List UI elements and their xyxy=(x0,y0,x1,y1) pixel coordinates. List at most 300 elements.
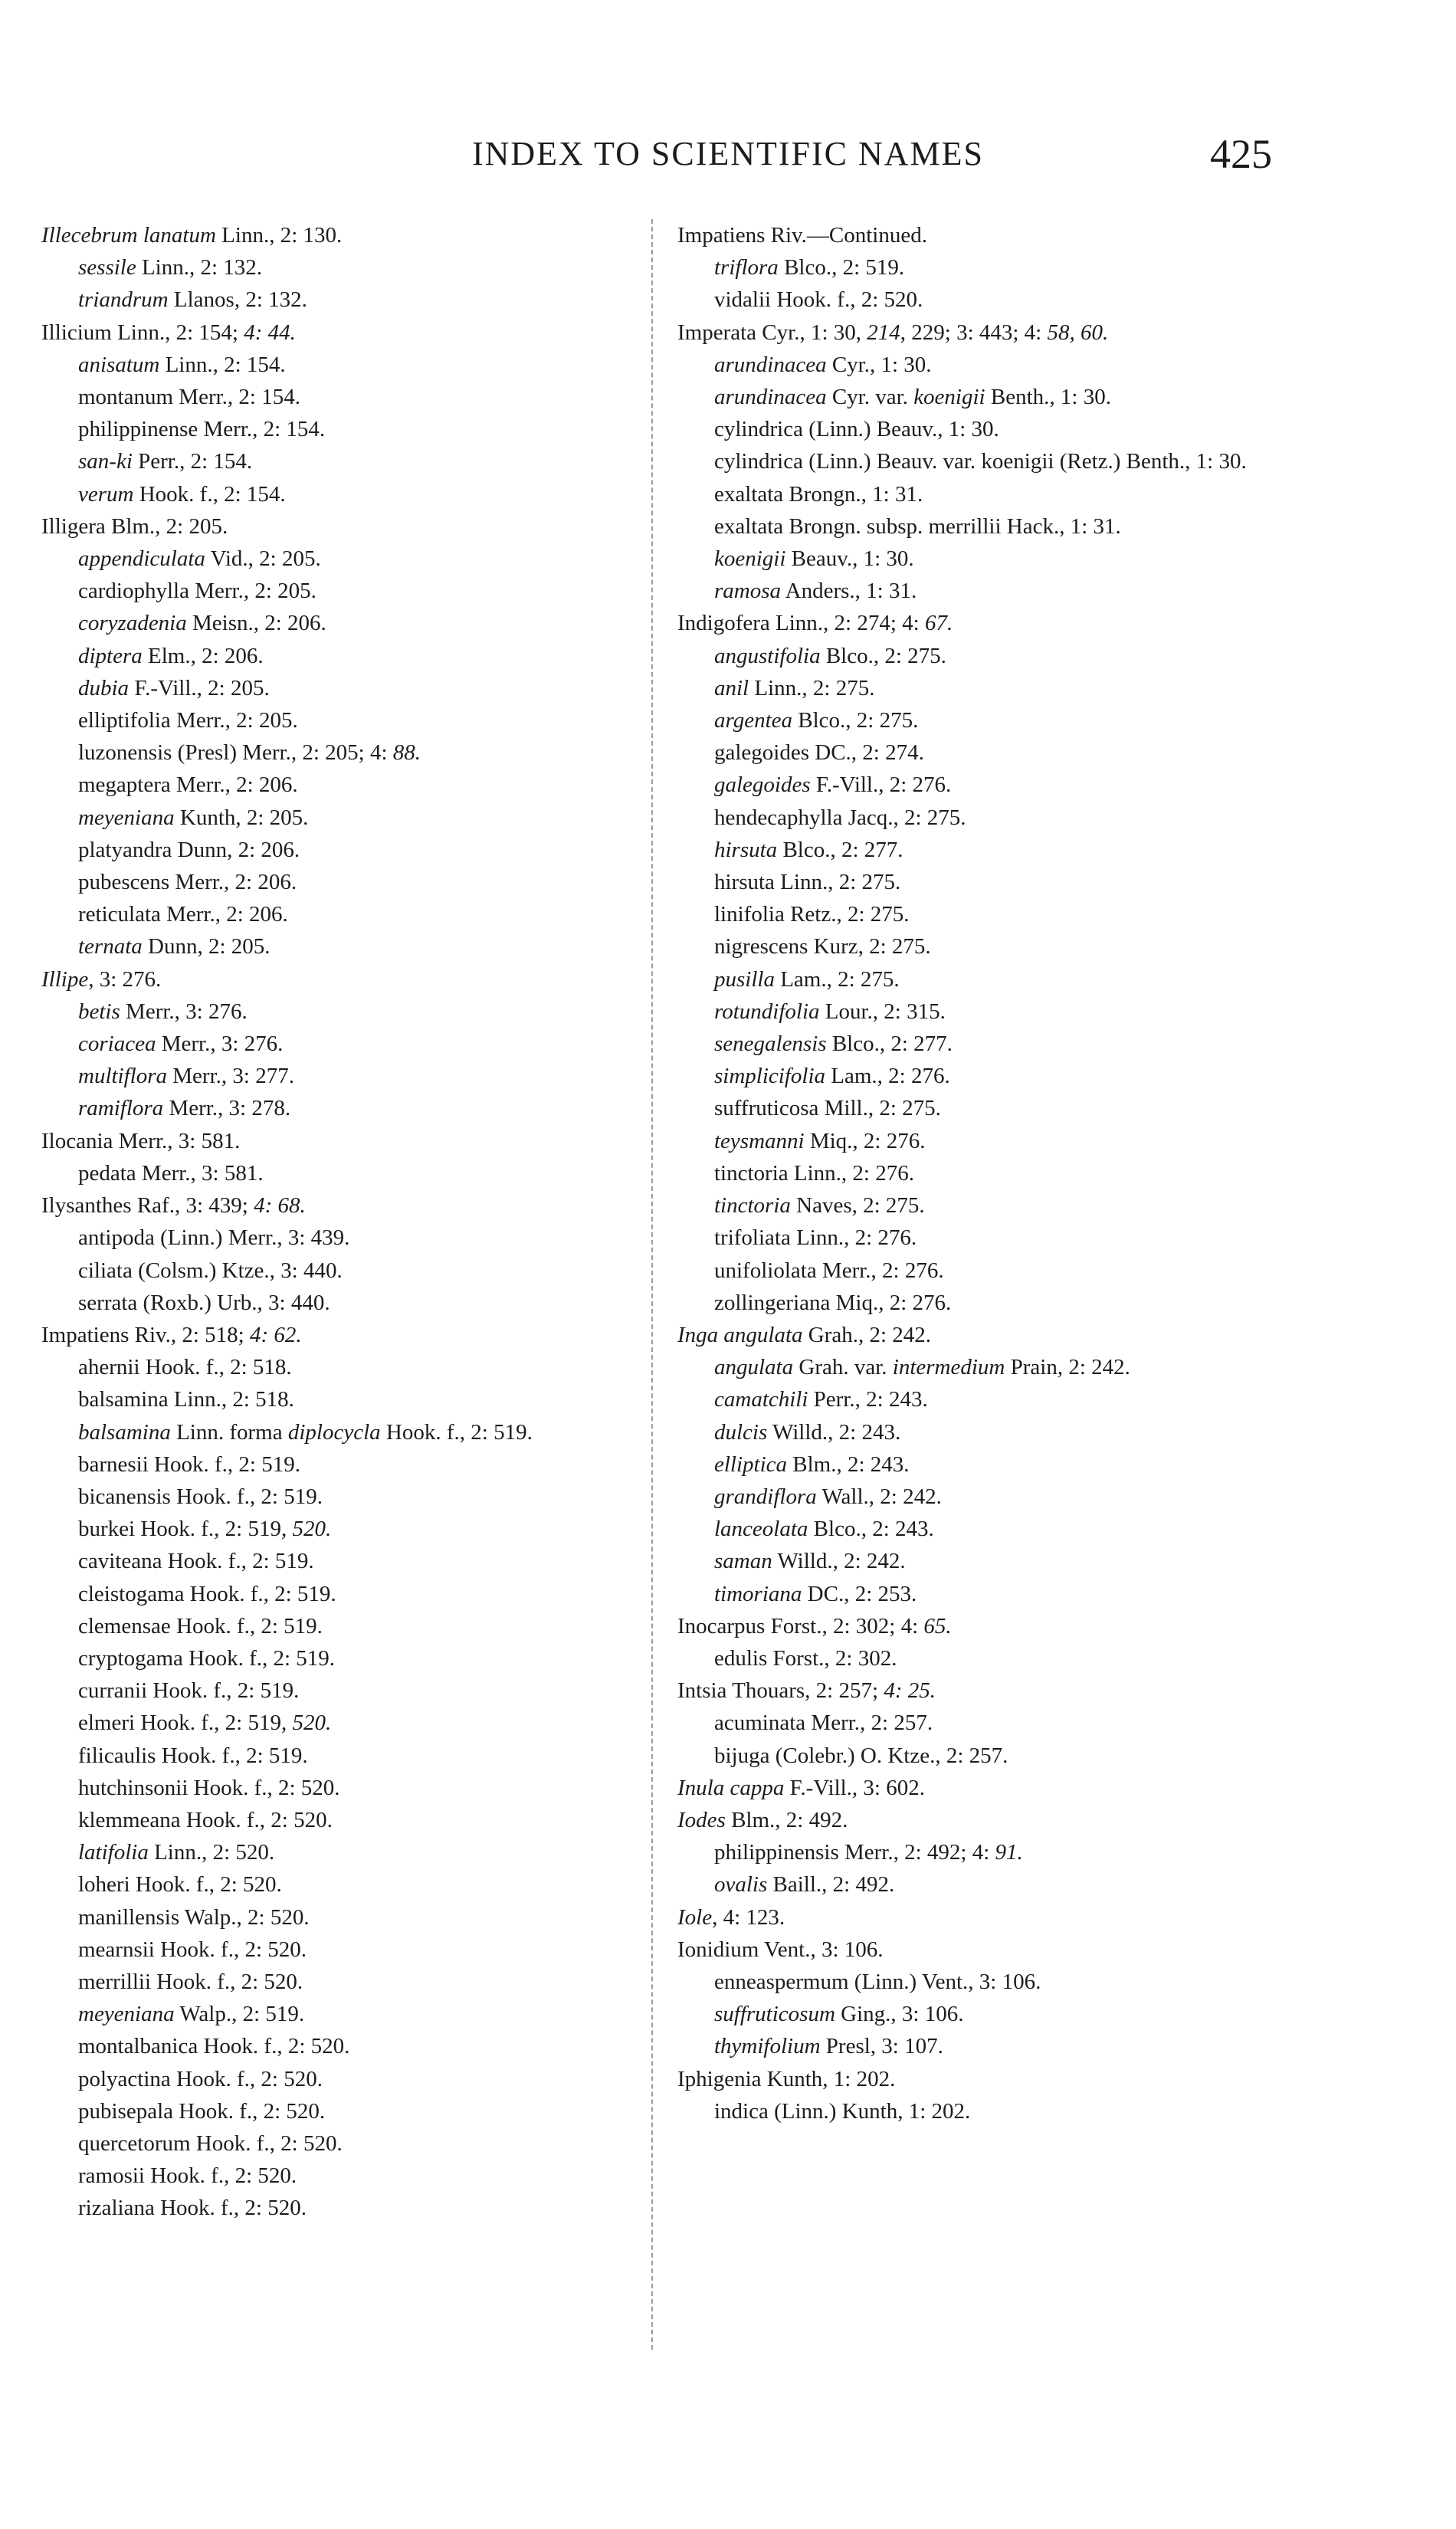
entry-text: klemmeana Hook. f., 2: 520. xyxy=(78,1807,333,1832)
index-column-right xyxy=(677,219,1306,2127)
index-entry-genus xyxy=(677,1610,1306,1642)
entry-text-italic: verum xyxy=(78,481,134,507)
entry-text-italic: 214 xyxy=(867,320,900,345)
entry-text-italic: diplocycla xyxy=(287,1419,381,1445)
page-number: 425 xyxy=(1210,131,1272,177)
entry-text-italic: appendiculata xyxy=(78,546,205,572)
index-entry-species xyxy=(677,1481,1306,1513)
entry-text: galegoides DC., 2: 274. xyxy=(714,740,924,766)
index-entry-species xyxy=(41,1642,647,1675)
entry-text: Cyr., 1: 30. xyxy=(826,352,932,377)
entry-text: Merr., 3: 276. xyxy=(156,1032,284,1057)
entry-text: exaltata Brongn. subsp. merrillii Hack., 1: 31. xyxy=(714,513,1121,539)
index-entry-species xyxy=(677,704,1306,736)
index-entry-species xyxy=(677,736,1306,769)
entry-text: Blco., 2: 519. xyxy=(778,255,905,280)
entry-text: pubisepala Hook. f., 2: 520. xyxy=(78,2098,326,2124)
index-entry-genus xyxy=(677,607,1306,639)
entry-text: bijuga (Colebr.) O. Ktze., 2: 257. xyxy=(714,1743,1008,1768)
entry-text: antipoda (Linn.) Merr., 3: 439. xyxy=(78,1225,350,1251)
entry-text-italic: betis xyxy=(78,999,120,1024)
index-entry-species xyxy=(41,2127,647,2160)
entry-text-italic: arundinacea xyxy=(714,352,827,377)
index-entry-species xyxy=(677,381,1306,413)
index-entry-species xyxy=(41,2063,647,2095)
entry-text: Merr., 3: 278. xyxy=(163,1096,291,1121)
index-entry-genus xyxy=(41,219,647,251)
entry-text: cleistogama Hook. f., 2: 519. xyxy=(78,1581,336,1606)
entry-text: acuminata Merr., 2: 257. xyxy=(714,1711,933,1736)
entry-text-italic: 520. xyxy=(292,1711,332,1736)
entry-text-italic: lanceolata xyxy=(714,1517,808,1542)
index-entry-species xyxy=(677,1351,1306,1383)
entry-text: philippinensis Merr., 2: 492; 4: xyxy=(714,1840,995,1865)
index-entry-species xyxy=(41,1868,647,1901)
entry-text-italic: Iodes xyxy=(677,1807,726,1832)
entry-text: montalbanica Hook. f., 2: 520. xyxy=(78,2034,350,2059)
index-entry-species xyxy=(677,1287,1306,1319)
index-entry-genus xyxy=(677,1804,1306,1836)
index-entry-species xyxy=(41,1060,647,1092)
index-entry-genus xyxy=(677,2063,1306,2095)
column-divider xyxy=(651,219,653,2350)
index-entry-species xyxy=(677,1028,1306,1060)
entry-text-italic: Illipe xyxy=(41,966,89,992)
index-entry-species xyxy=(41,1836,647,1868)
entry-text: cryptogama Hook. f., 2: 519. xyxy=(78,1645,336,1671)
entry-text-italic: thymifolium xyxy=(714,2034,821,2059)
index-entry-species xyxy=(41,1157,647,1189)
index-entry-species xyxy=(41,284,647,316)
entry-text: Beauv., 1: 30. xyxy=(785,546,914,572)
index-entry-species xyxy=(677,2095,1306,2127)
index-entry-species xyxy=(41,1383,647,1415)
entry-text: elmeri Hook. f., 2: 519, xyxy=(78,1711,293,1736)
entry-text-italic: galegoides xyxy=(714,772,811,798)
index-entry-species xyxy=(41,1707,647,1739)
entry-text-italic: teysmanni xyxy=(714,1128,805,1153)
entry-text-italic: ternata xyxy=(78,934,143,959)
index-entry-species xyxy=(677,1383,1306,1415)
index-entry-species xyxy=(677,834,1306,866)
entry-text: Ilocania Merr., 3: 581. xyxy=(41,1128,241,1153)
entry-text-italic: camatchili xyxy=(714,1387,808,1412)
index-entry-species xyxy=(41,930,647,963)
entry-text: luzonensis (Presl) Merr., 2: 205; 4: xyxy=(78,740,393,766)
entry-text: cylindrica (Linn.) Beauv., 1: 30. xyxy=(714,417,999,442)
entry-text: barnesii Hook. f., 2: 519. xyxy=(78,1451,300,1477)
entry-text-italic: rotundifolia xyxy=(714,999,820,1024)
entry-text-italic: coryzadenia xyxy=(78,611,187,636)
index-column-left xyxy=(41,219,647,2225)
index-entry-species xyxy=(41,640,647,672)
entry-text-italic: san-ki xyxy=(78,449,133,474)
entry-text: Walp., 2: 519. xyxy=(174,2002,305,2027)
index-entry-genus xyxy=(41,510,647,543)
entry-text: philippinense Merr., 2: 154. xyxy=(78,417,326,442)
index-entry-species xyxy=(41,445,647,477)
index-entry-species xyxy=(41,1092,647,1124)
entry-text-italic: 91. xyxy=(995,1840,1023,1865)
index-entry-species xyxy=(41,413,647,445)
entry-text: Ionidium Vent., 3: 106. xyxy=(677,1937,884,1962)
entry-text: curranii Hook. f., 2: 519. xyxy=(78,1678,300,1704)
entry-text-italic: saman xyxy=(714,1549,772,1574)
index-entry-species xyxy=(677,963,1306,996)
index-entry-species xyxy=(677,1448,1306,1481)
entry-text: , 4: 123. xyxy=(712,1904,785,1930)
index-entry-species xyxy=(677,640,1306,672)
entry-text: Blco., 2: 277. xyxy=(777,837,903,862)
entry-text-italic: coriacea xyxy=(78,1032,156,1057)
entry-text: Linn., 2: 154. xyxy=(159,352,286,377)
entry-text-italic: triandrum xyxy=(78,287,169,313)
index-entry-species xyxy=(41,1416,647,1448)
entry-text-italic: tinctoria xyxy=(714,1193,791,1219)
entry-text: , 229; 3: 443; 4: xyxy=(900,320,1048,345)
entry-text: Linn., 2: 132. xyxy=(136,255,263,280)
index-entry-species xyxy=(41,1351,647,1383)
index-entry-species xyxy=(41,1804,647,1836)
entry-text-italic: 4: 62. xyxy=(250,1322,302,1347)
index-entry-species xyxy=(41,1966,647,1998)
index-entry-species xyxy=(677,1707,1306,1739)
index-entry-species xyxy=(677,1189,1306,1222)
entry-text: Blco., 2: 243. xyxy=(808,1517,934,1542)
entry-text: balsamina Linn., 2: 518. xyxy=(78,1387,294,1412)
entry-text: Perr., 2: 243. xyxy=(808,1387,928,1412)
entry-text: , 3: 276. xyxy=(88,966,162,992)
index-entry-species xyxy=(677,284,1306,316)
index-entry-species xyxy=(41,1934,647,1966)
index-entry-species xyxy=(677,575,1306,607)
entry-text: indica (Linn.) Kunth, 1: 202. xyxy=(714,2098,971,2124)
entry-text: Linn., 2: 130. xyxy=(215,223,343,248)
entry-text-italic: sessile xyxy=(78,255,136,280)
entry-text: F.-Vill., 3: 602. xyxy=(784,1775,925,1800)
entry-text: ciliata (Colsm.) Ktze., 3: 440. xyxy=(78,1258,343,1283)
index-entry-species xyxy=(41,478,647,510)
index-entry-species xyxy=(41,1448,647,1481)
entry-text-italic: balsamina xyxy=(78,1419,171,1445)
entry-text-italic: meyeniana xyxy=(78,2002,175,2027)
entry-text: Iphigenia Kunth, 1: 202. xyxy=(677,2066,896,2091)
index-entry-species xyxy=(677,1255,1306,1287)
entry-text: ramosii Hook. f., 2: 520. xyxy=(78,2163,297,2189)
entry-text: bicanensis Hook. f., 2: 519. xyxy=(78,1484,323,1509)
index-entry-species xyxy=(677,866,1306,898)
entry-text-italic: senegalensis xyxy=(714,1032,827,1057)
index-entry-species xyxy=(41,996,647,1028)
entry-text: nigrescens Kurz, 2: 275. xyxy=(714,934,931,959)
entry-text: quercetorum Hook. f., 2: 520. xyxy=(78,2130,343,2156)
entry-text: Perr., 2: 154. xyxy=(132,449,253,474)
index-entry-genus xyxy=(41,1189,647,1222)
entry-text: Illicium Linn., 2: 154; xyxy=(41,320,244,345)
index-entry-genus xyxy=(677,317,1306,349)
entry-text-italic: argentea xyxy=(714,708,793,733)
index-entry-species xyxy=(677,251,1306,284)
entry-text-italic: dubia xyxy=(78,675,130,700)
index-entry-species xyxy=(41,543,647,575)
index-entry-species xyxy=(677,802,1306,834)
index-entry-species xyxy=(41,1901,647,1934)
index-entry-genus xyxy=(41,1125,647,1157)
index-entry-species xyxy=(41,704,647,736)
entry-text: Lam., 2: 276. xyxy=(825,1064,950,1089)
index-entry-species xyxy=(41,1545,647,1577)
entry-text-italic: diptera xyxy=(78,643,143,668)
index-entry-species xyxy=(41,2095,647,2127)
index-entry-genus xyxy=(677,1934,1306,1966)
entry-text-italic: 88. xyxy=(392,740,421,766)
entry-text: burkei Hook. f., 2: 519, xyxy=(78,1517,293,1542)
index-entry-species xyxy=(41,607,647,639)
entry-text-italic: Iole xyxy=(677,1904,713,1930)
entry-text: Prain, 2: 242. xyxy=(1005,1355,1130,1380)
index-entry-species xyxy=(41,1998,647,2030)
entry-text: Dunn, 2: 205. xyxy=(142,934,271,959)
entry-text-italic: Inga angulata xyxy=(677,1322,803,1347)
index-entry-genus xyxy=(41,963,647,996)
entry-text-italic: suffruticosum xyxy=(714,2002,835,2027)
index-entry-species xyxy=(677,1125,1306,1157)
index-entry-species xyxy=(41,2192,647,2224)
entry-text-italic: 67. xyxy=(924,611,953,636)
entry-text-italic: grandiflora xyxy=(714,1484,817,1509)
index-entry-species xyxy=(41,381,647,413)
entry-text: Impatiens Riv.—Continued. xyxy=(677,223,927,248)
entry-text-italic: 4: 25. xyxy=(884,1678,936,1704)
index-entry-species xyxy=(41,1513,647,1545)
index-entry-species xyxy=(41,866,647,898)
entry-text: Blco., 2: 275. xyxy=(792,708,919,733)
entry-text: suffruticosa Mill., 2: 275. xyxy=(714,1096,941,1121)
entry-text: Hook. f., 2: 154. xyxy=(133,481,286,507)
index-entry-species xyxy=(677,769,1306,801)
entry-text: F.-Vill., 2: 276. xyxy=(810,772,952,798)
entry-text: Linn., 2: 520. xyxy=(148,1840,275,1865)
index-entry-species xyxy=(41,1287,647,1319)
entry-text: caviteana Hook. f., 2: 519. xyxy=(78,1549,314,1574)
index-entry-species xyxy=(677,1868,1306,1901)
entry-text-italic: meyeniana xyxy=(78,805,175,830)
page-title: INDEX TO SCIENTIFIC NAMES xyxy=(471,135,985,172)
entry-text: hirsuta Linn., 2: 275. xyxy=(714,870,901,895)
entry-text-italic: simplicifolia xyxy=(714,1064,825,1089)
entry-text: ahernii Hook. f., 2: 518. xyxy=(78,1355,292,1380)
entry-text: Blm., 2: 243. xyxy=(787,1451,910,1477)
entry-text: Elm., 2: 206. xyxy=(142,643,264,668)
index-entry-species xyxy=(677,1578,1306,1610)
index-entry-species xyxy=(41,1255,647,1287)
entry-text-italic: triflora xyxy=(714,255,779,280)
index-entry-species xyxy=(41,575,647,607)
entry-text: filicaulis Hook. f., 2: 519. xyxy=(78,1743,308,1768)
entry-text: F.-Vill., 2: 205. xyxy=(129,675,270,700)
index-entry-species xyxy=(677,1157,1306,1189)
entry-text-italic: Illecebrum lanatum xyxy=(41,223,216,248)
entry-text: megaptera Merr., 2: 206. xyxy=(78,772,298,798)
entry-text-italic: hirsuta xyxy=(714,837,778,862)
entry-text-italic: intermedium xyxy=(892,1355,1005,1380)
entry-text: Indigofera Linn., 2: 274; 4: xyxy=(677,611,925,636)
index-entry-species xyxy=(41,834,647,866)
entry-text: Blm., 2: 492. xyxy=(725,1807,848,1832)
entry-text: Naves, 2: 275. xyxy=(790,1193,925,1219)
index-entry-genus xyxy=(677,219,1306,251)
entry-text-italic: 65. xyxy=(923,1613,952,1638)
entry-text: Presl, 3: 107. xyxy=(820,2034,943,2059)
index-entry-species xyxy=(41,736,647,769)
entry-text: zollingeriana Miq., 2: 276. xyxy=(714,1290,952,1315)
index-entry-species xyxy=(41,1772,647,1804)
index-entry-species xyxy=(677,898,1306,930)
entry-text: Ilysanthes Raf., 3: 439; xyxy=(41,1193,254,1219)
entry-text: DC., 2: 253. xyxy=(802,1581,917,1606)
entry-text: serrata (Roxb.) Urb., 3: 440. xyxy=(78,1290,330,1315)
entry-text: mearnsii Hook. f., 2: 520. xyxy=(78,1937,307,1962)
entry-text: Impatiens Riv., 2: 518; xyxy=(41,1322,250,1347)
entry-text-italic: ramosa xyxy=(714,579,782,604)
index-entry-species xyxy=(677,349,1306,381)
index-entry-species xyxy=(41,2030,647,2062)
entry-text-italic: koenigii xyxy=(714,546,786,572)
index-entry-species xyxy=(677,445,1306,477)
entry-text: reticulata Merr., 2: 206. xyxy=(78,902,288,927)
entry-text: Anders., 1: 31. xyxy=(781,579,917,604)
entry-text: merrillii Hook. f., 2: 520. xyxy=(78,1969,303,1994)
entry-text: Illigera Blm., 2: 205. xyxy=(41,513,228,539)
entry-text-italic: 520. xyxy=(292,1517,332,1542)
entry-text: cardiophylla Merr., 2: 205. xyxy=(78,579,316,604)
index-entry-species xyxy=(41,1740,647,1772)
entry-text: unifoliolata Merr., 2: 276. xyxy=(714,1258,944,1283)
index-entry-species xyxy=(41,1675,647,1707)
index-entry-species xyxy=(41,251,647,284)
entry-text: Benth., 1: 30. xyxy=(985,385,1111,410)
entry-text-italic: ovalis xyxy=(714,1872,768,1898)
entry-text-italic: ramiflora xyxy=(78,1096,164,1121)
entry-text: Hook. f., 2: 519. xyxy=(380,1419,533,1445)
index-entry-species xyxy=(677,1740,1306,1772)
index-entry-species xyxy=(41,1222,647,1254)
index-entry-species xyxy=(677,1060,1306,1092)
entry-text: Linn. forma xyxy=(170,1419,288,1445)
index-entry-species xyxy=(677,413,1306,445)
entry-text: Wall., 2: 242. xyxy=(816,1484,942,1509)
entry-text: exaltata Brongn., 1: 31. xyxy=(714,481,923,507)
index-entry-species xyxy=(41,349,647,381)
entry-text: Willd., 2: 242. xyxy=(772,1549,906,1574)
entry-text: hendecaphylla Jacq., 2: 275. xyxy=(714,805,966,830)
entry-text: trifoliata Linn., 2: 276. xyxy=(714,1225,917,1251)
entry-text: Meisn., 2: 206. xyxy=(186,611,326,636)
entry-text: enneaspermum (Linn.) Vent., 3: 106. xyxy=(714,1969,1041,1994)
index-entry-species xyxy=(677,1998,1306,2030)
index-entry-species xyxy=(41,672,647,704)
entry-text: cylindrica (Linn.) Beauv. var. koenigii (Retz.) Benth., 1: 30. xyxy=(714,449,1247,474)
index-entry-species xyxy=(677,2030,1306,2062)
index-entry-genus xyxy=(41,1319,647,1351)
entry-text: hutchinsonii Hook. f., 2: 520. xyxy=(78,1775,340,1800)
index-entry-species xyxy=(677,1416,1306,1448)
entry-text: pubescens Merr., 2: 206. xyxy=(78,870,297,895)
entry-text: linifolia Retz., 2: 275. xyxy=(714,902,910,927)
entry-text: Blco., 2: 277. xyxy=(826,1032,953,1057)
index-entry-species xyxy=(41,802,647,834)
entry-text: rizaliana Hook. f., 2: 520. xyxy=(78,2196,307,2221)
index-entry-genus xyxy=(677,1901,1306,1934)
entry-text: Miq., 2: 276. xyxy=(804,1128,926,1153)
index-entry-species xyxy=(677,1836,1306,1868)
index-entry-genus xyxy=(677,1772,1306,1804)
entry-text-italic: timoriana xyxy=(714,1581,802,1606)
index-entry-species xyxy=(677,996,1306,1028)
entry-text: Vid., 2: 205. xyxy=(205,546,321,572)
entry-text: pedata Merr., 3: 581. xyxy=(78,1160,264,1186)
index-entry-species xyxy=(41,769,647,801)
entry-text-italic: latifolia xyxy=(78,1840,149,1865)
index-entry-species xyxy=(677,1966,1306,1998)
entry-text-italic: Inula cappa xyxy=(677,1775,785,1800)
entry-text: Merr., 3: 277. xyxy=(167,1064,294,1089)
index-entry-genus xyxy=(41,317,647,349)
index-entry-species xyxy=(677,1222,1306,1254)
index-entry-species xyxy=(41,1028,647,1060)
entry-text-italic: anisatum xyxy=(78,352,160,377)
entry-text: polyactina Hook. f., 2: 520. xyxy=(78,2066,323,2091)
entry-text: montanum Merr., 2: 154. xyxy=(78,385,300,410)
entry-text-italic: anil xyxy=(714,675,749,700)
entry-text: manillensis Walp., 2: 520. xyxy=(78,1904,310,1930)
entry-text: Grah. var. xyxy=(793,1355,893,1380)
entry-text: Baill., 2: 492. xyxy=(767,1872,895,1898)
entry-text: Intsia Thouars, 2: 257; xyxy=(677,1678,884,1704)
entry-text: Grah., 2: 242. xyxy=(802,1322,932,1347)
entry-text: Kunth, 2: 205. xyxy=(174,805,309,830)
entry-text: Llanos, 2: 132. xyxy=(168,287,307,313)
index-entry-genus xyxy=(677,1675,1306,1707)
index-entry-species xyxy=(677,930,1306,963)
index-entry-species xyxy=(41,1610,647,1642)
index-entry-species xyxy=(677,1092,1306,1124)
entry-text: Merr., 3: 276. xyxy=(120,999,248,1024)
entry-text: Willd., 2: 243. xyxy=(767,1419,901,1445)
index-entry-species xyxy=(677,1545,1306,1577)
entry-text: edulis Forst., 2: 302. xyxy=(714,1645,897,1671)
entry-text-italic: multiflora xyxy=(78,1064,168,1089)
entry-text: platyandra Dunn, 2: 206. xyxy=(78,837,300,862)
entry-text-italic: pusilla xyxy=(714,966,775,992)
index-entry-species xyxy=(41,1578,647,1610)
entry-text-italic: 58, 60. xyxy=(1047,320,1109,345)
entry-text: Cyr. var. xyxy=(826,385,914,410)
entry-text: loheri Hook. f., 2: 520. xyxy=(78,1872,282,1898)
entry-text: Linn., 2: 275. xyxy=(749,675,875,700)
entry-text-italic: dulcis xyxy=(714,1419,768,1445)
entry-text: Ging., 3: 106. xyxy=(835,2002,964,2027)
entry-text-italic: 4: 68. xyxy=(254,1193,306,1219)
index-entry-species xyxy=(677,543,1306,575)
index-entry-species xyxy=(677,478,1306,510)
entry-text: elliptifolia Merr., 2: 205. xyxy=(78,708,298,733)
index-entry-genus xyxy=(677,1319,1306,1351)
index-entry-species xyxy=(677,1513,1306,1545)
entry-text: clemensae Hook. f., 2: 519. xyxy=(78,1613,323,1638)
entry-text: Lour., 2: 315. xyxy=(819,999,946,1024)
index-entry-species xyxy=(677,1642,1306,1675)
